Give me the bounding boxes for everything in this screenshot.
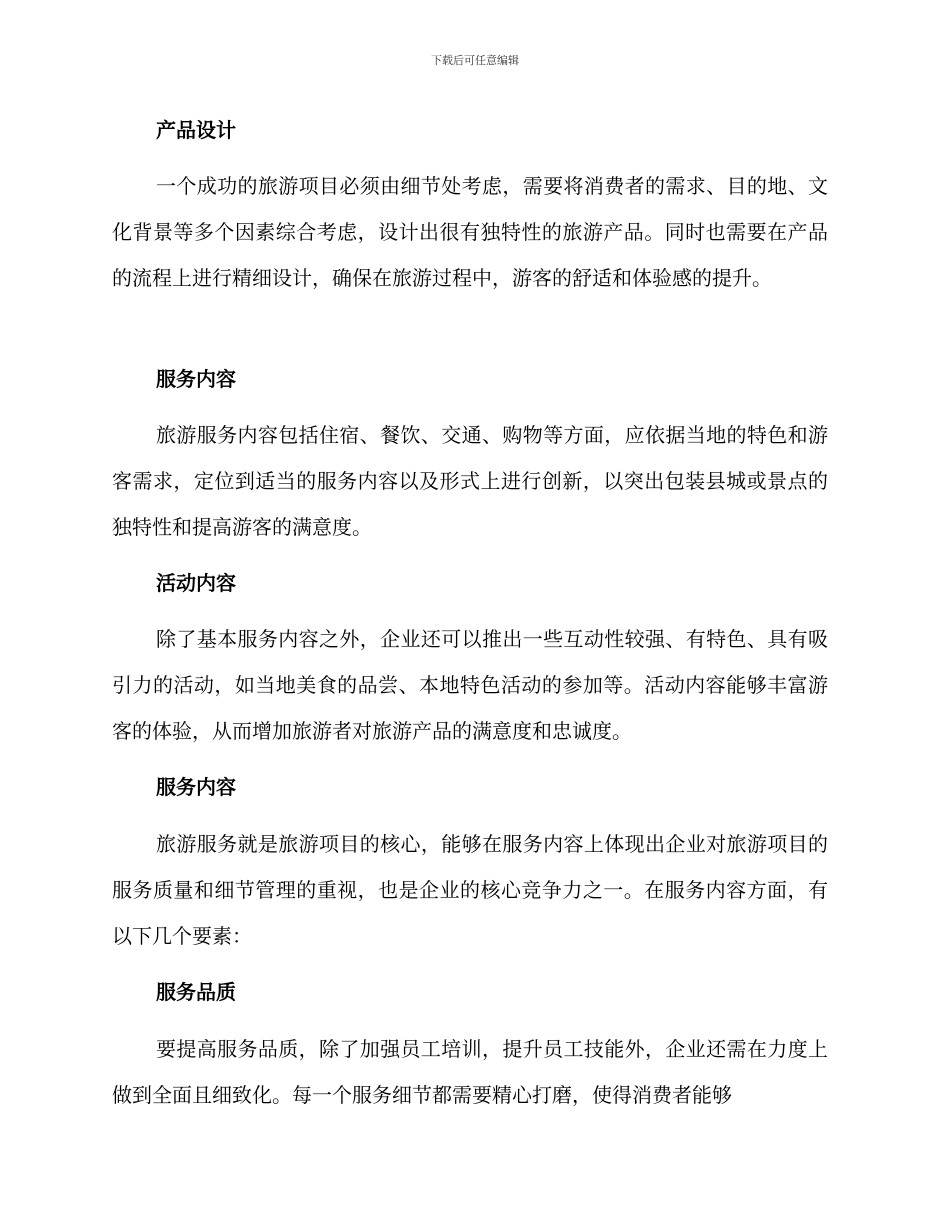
section-paragraph-product-design: 一个成功的旅游项目必须由细节处考虑，需要将消费者的需求、目的地、文化背景等多个因素综合考虑，设计出很有独特性的旅游产品。同时也需要在产品的流程上进行精细设计，确保在旅游过程中，游客的舒适和体验感的提升。 [112,174,828,290]
section-paragraph-service-content: 旅游服务内容包括住宿、餐饮、交通、购物等方面，应依据当地的特色和游客需求，定位到适当的服务内容以及形式上进行创新，以突出包装县城或景点的独特性和提高游客的满意度。 [112,423,828,539]
page-header: 下载后可任意编辑 [431,54,519,67]
section-heading-activity-content: 活动内容 [156,571,236,595]
section-paragraph-service-content-2: 旅游服务就是旅游项目的核心，能够在服务内容上体现出企业对旅游项目的服务质量和细节管理的重视，也是企业的核心竞争力之一。在服务内容方面，有以下几个要素： [112,832,828,948]
section-paragraph-service-quality: 要提高服务品质，除了加强员工培训，提升员工技能外，企业还需在力度上做到全面且细致化。每一个服务细节都需要精心打磨，使得消费者能够 [112,1037,828,1107]
section-heading-product-design: 产品设计 [156,118,236,142]
section-paragraph-activity-content: 除了基本服务内容之外，企业还可以推出一些互动性较强、有特色、具有吸引力的活动，如当地美食的品尝、本地特色活动的参加等。活动内容能够丰富游客的体验，从而增加旅游者对旅游产品的满意度和忠诚度。 [112,627,828,743]
section-heading-service-content: 服务内容 [156,367,236,391]
section-heading-service-content-2: 服务内容 [156,775,236,799]
section-heading-service-quality: 服务品质 [156,980,236,1004]
